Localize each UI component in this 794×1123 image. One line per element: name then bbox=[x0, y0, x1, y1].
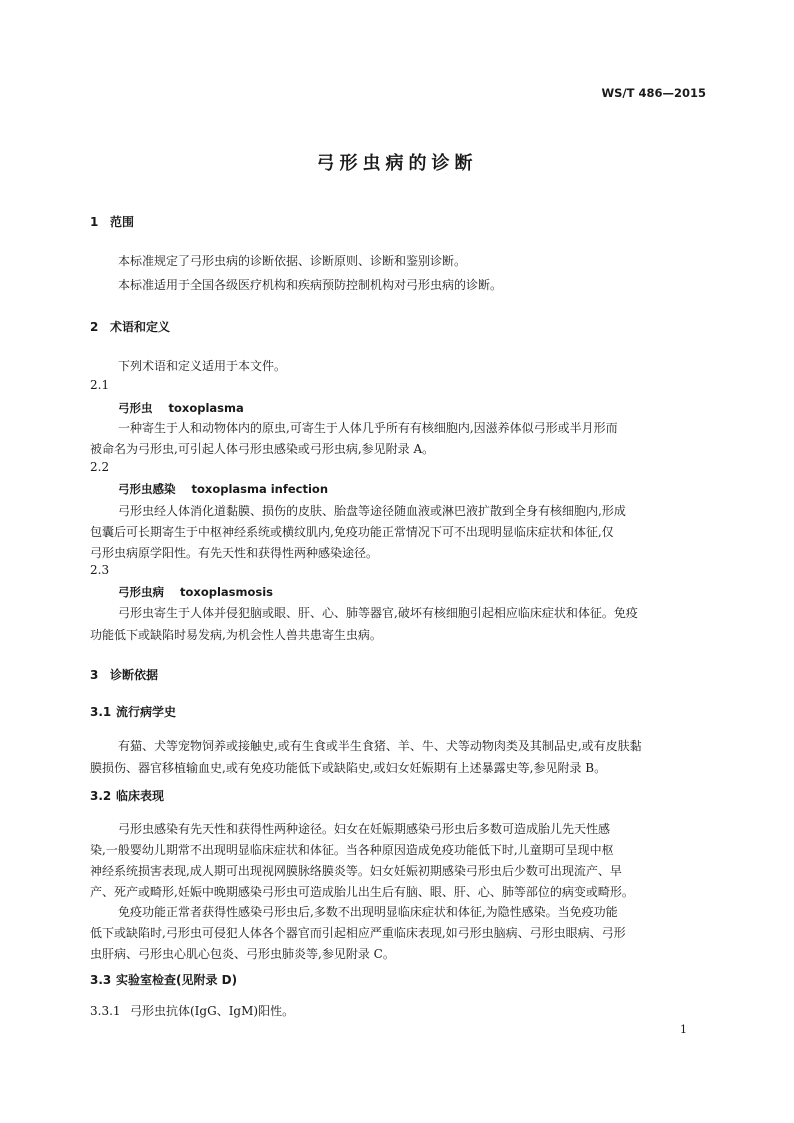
subsection-number: 3.3 bbox=[90, 973, 112, 987]
paragraph-line: 虫肝病、弓形虫心肌心包炎、弓形虫肺炎等,参见附录 C。 bbox=[90, 947, 395, 961]
section-3-heading bbox=[90, 666, 158, 683]
term-number: 2.3 bbox=[90, 563, 110, 577]
subsection-3-1-heading bbox=[90, 703, 176, 720]
clause-number: 3.3.1 bbox=[90, 1004, 121, 1018]
term-en: toxoplasma infection bbox=[191, 482, 329, 496]
paragraph: 下列术语和定义适用于本文件。 bbox=[118, 359, 287, 373]
definition-line: 被命名为弓形虫,可引起人体弓形虫感染或弓形虫病,参见附录 A。 bbox=[90, 442, 435, 456]
term-zh: 弓形虫 bbox=[118, 401, 153, 415]
definition-line: 弓形虫经人体消化道黏膜、损伤的皮肤、胎盘等途径随血液或淋巴液扩散到全身有核细胞内,形成 bbox=[118, 504, 626, 518]
section-number: 3 bbox=[90, 668, 99, 682]
subsection-title: 实验室检查(见附录 D) bbox=[116, 973, 238, 987]
paragraph-line: 染,一般婴幼儿期常不出现明显临床症状和体征。当各种原因造成免疫功能低下时,儿童期可呈现中枢 bbox=[90, 843, 614, 857]
paragraph: 本标准规定了弓形虫病的诊断依据、诊断原则、诊断和鉴别诊断。 bbox=[118, 254, 467, 268]
term-zh: 弓形虫感染 bbox=[118, 482, 176, 496]
standard-number: WS/T 486—2015 bbox=[601, 86, 706, 100]
page-title: 弓形虫病的诊断 bbox=[316, 153, 478, 174]
term-zh: 弓形虫病 bbox=[118, 585, 164, 599]
paragraph-line: 产、死产或畸形,妊娠中晚期感染弓形虫可造成胎儿出生后有脑、眼、肝、心、肺等部位的病变或畸形。 bbox=[90, 885, 634, 899]
paragraph: 本标准适用于全国各级医疗机构和疾病预防控制机构对弓形虫病的诊断。 bbox=[118, 278, 503, 292]
term-number: 2.2 bbox=[90, 460, 110, 474]
section-title: 范围 bbox=[110, 215, 135, 229]
paragraph-line: 膜损伤、器官移植输血史,或有免疫功能低下或缺陷史,或妇女妊娠期有上述暴露史等,参见附录 B。 bbox=[90, 761, 607, 775]
term-heading bbox=[118, 481, 328, 497]
subsection-title: 流行病学史 bbox=[116, 705, 177, 719]
definition-line: 功能低下或缺陷时易发病,为机会性人兽共患寄生虫病。 bbox=[90, 628, 382, 642]
section-2-heading bbox=[90, 318, 170, 335]
paragraph-line: 有猫、犬等宠物饲养或接触史,或有生食或半生食猪、羊、牛、犬等动物肉类及其制品史,或有皮肤黏 bbox=[118, 739, 642, 753]
subsection-number: 3.1 bbox=[90, 705, 112, 719]
section-title: 术语和定义 bbox=[110, 320, 171, 334]
definition-line: 弓形虫病原学阳性。有先天性和获得性两种感染途径。 bbox=[90, 546, 379, 560]
subsection-number: 3.2 bbox=[90, 789, 112, 803]
paragraph-line: 弓形虫感染有先天性和获得性两种途径。妇女在妊娠期感染弓形虫后多数可造成胎儿先天性感 bbox=[118, 822, 611, 836]
term-heading bbox=[118, 584, 273, 600]
term-number: 2.1 bbox=[90, 378, 110, 392]
definition-line: 一种寄生于人和动物体内的原虫,可寄生于人体几乎所有有核细胞内,因滋养体似弓形或半月形而 bbox=[118, 421, 618, 435]
clause-text: 弓形虫抗体(IgG、IgM)阳性。 bbox=[130, 1004, 295, 1018]
term-en: toxoplasma bbox=[168, 401, 244, 415]
term-en: toxoplasmosis bbox=[180, 585, 274, 599]
subsection-title: 临床表现 bbox=[116, 789, 165, 803]
section-1-heading bbox=[90, 213, 134, 230]
subsection-3-2-heading bbox=[90, 787, 164, 804]
paragraph-line: 免疫功能正常者获得性感染弓形虫后,多数不出现明显临床症状和体征,为隐性感染。当免疫功能 bbox=[118, 905, 618, 919]
clause-3-3-1 bbox=[90, 1002, 294, 1019]
subsection-3-3-heading bbox=[90, 971, 237, 988]
definition-line: 包囊后可长期寄生于中枢神经系统或横纹肌内,免疫功能正常情况下可不出现明显临床症状和体征,仅 bbox=[90, 525, 614, 539]
paragraph-line: 神经系统损害表现,成人期可出现视网膜脉络膜炎等。妇女妊娠初期感染弓形虫后少数可出现流产、早 bbox=[90, 864, 622, 878]
section-number: 1 bbox=[90, 215, 99, 229]
paragraph-line: 低下或缺陷时,弓形虫可侵犯人体各个器官而引起相应严重临床表现,如弓形虫脑病、弓形虫眼病、弓形 bbox=[90, 926, 626, 940]
section-title: 诊断依据 bbox=[110, 668, 159, 682]
term-heading bbox=[118, 400, 244, 416]
definition-line: 弓形虫寄生于人体并侵犯脑或眼、肝、心、肺等器官,破坏有核细胞引起相应临床症状和体征。免疫 bbox=[118, 606, 638, 620]
page-number: 1 bbox=[680, 1023, 687, 1036]
section-number: 2 bbox=[90, 320, 99, 334]
